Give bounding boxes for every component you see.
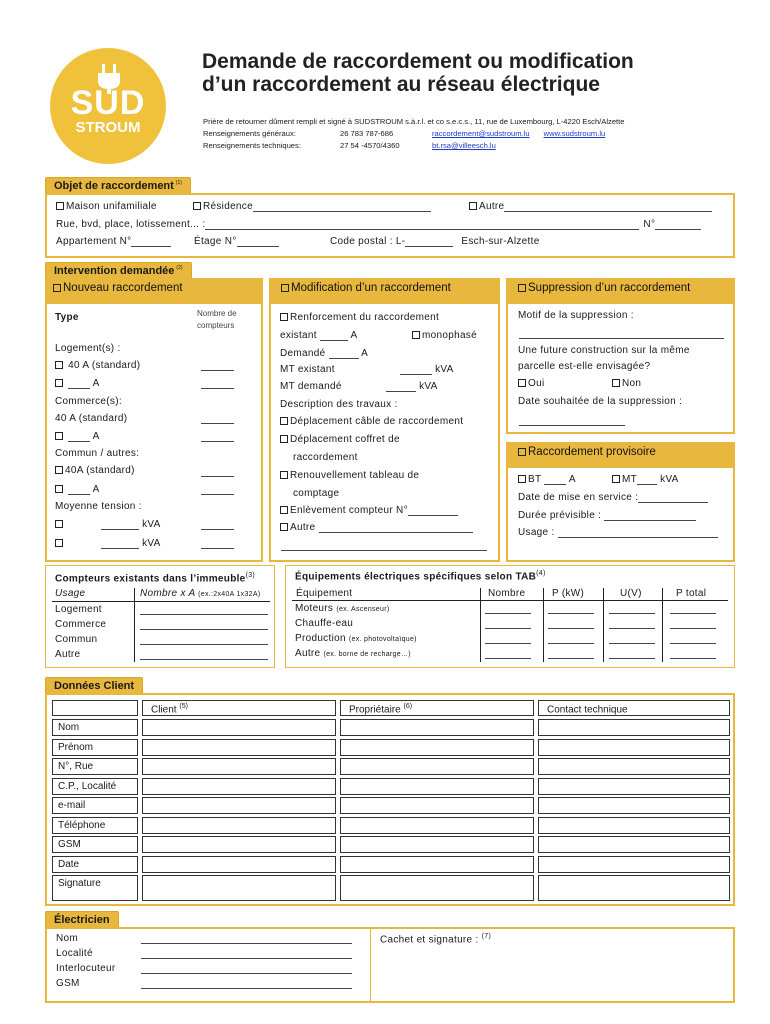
intervention-tab-label: Intervention demandée [54, 265, 175, 277]
equipements-col-header: P total [676, 588, 707, 599]
oui-checkbox[interactable] [518, 378, 544, 389]
enlevement-label: Enlèvement compteur N° [290, 505, 408, 516]
equipements-col-header: P (kW) [552, 588, 585, 599]
client-input-cell[interactable] [538, 778, 730, 795]
equipements-row-input[interactable] [670, 643, 716, 644]
logement-40a-checkbox[interactable] [55, 360, 140, 371]
code-postal-field[interactable] [330, 236, 540, 247]
commerces-label: Commerce(s): [55, 396, 122, 407]
motif-line[interactable] [519, 338, 724, 339]
coffret-checkbox[interactable] [280, 434, 400, 445]
equipements-col-header: U(V) [620, 588, 642, 599]
electricien-row-label: Localité [56, 948, 93, 959]
client-col-label: Propriétaire [349, 704, 401, 716]
demande-a: A [361, 348, 369, 359]
logement-40a-label: 40 A (standard) [68, 360, 141, 371]
moyenne-kva-1-checkbox[interactable] [55, 519, 161, 530]
equipements-row-label [295, 618, 353, 629]
autre-checkbox[interactable] [469, 201, 712, 212]
client-input-cell[interactable] [538, 817, 730, 834]
compteurs-row-input[interactable] [140, 614, 268, 615]
client-input-cell[interactable] [340, 875, 534, 901]
tech-label: Renseignements techniques: [203, 141, 301, 150]
etage-field[interactable] [194, 236, 279, 247]
electricien-row-input[interactable] [141, 943, 352, 944]
mt-demande-kva: kVA [419, 381, 438, 392]
nombre-line-5[interactable] [201, 476, 234, 477]
objet-tab [45, 177, 191, 193]
commun-a-checkbox[interactable] [55, 484, 100, 495]
client-input-cell[interactable] [538, 875, 730, 901]
client-row-label: Téléphone [52, 817, 138, 834]
equipements-row-input[interactable] [609, 613, 655, 614]
electricien-row-input[interactable] [141, 958, 352, 959]
contact-general [203, 129, 605, 138]
nombre-line-3[interactable] [201, 423, 234, 424]
client-input-cell[interactable] [538, 836, 730, 853]
gen-email-link[interactable]: raccordement@sudstroum.lu [432, 129, 530, 138]
equipements-row-input[interactable] [670, 613, 716, 614]
equipements-title-label: Équipements électriques spécifiques selon TAB [295, 571, 537, 583]
no-label: N° [643, 219, 656, 230]
equipements-row-input[interactable] [609, 628, 655, 629]
commun-a-label: A [92, 484, 100, 495]
client-input-cell[interactable] [538, 758, 730, 775]
nombre-line-7[interactable] [201, 529, 234, 530]
provisoire-header[interactable] [506, 442, 735, 468]
compteurs-row-label: Commerce [55, 619, 107, 630]
coffret-label-2: raccordement [293, 452, 358, 463]
electricien-divider [370, 929, 371, 1001]
cachet-sup: (7) [481, 933, 492, 940]
client-input-cell[interactable] [142, 719, 336, 736]
electricien-row-input[interactable] [141, 973, 352, 974]
etage-label: Étage N° [194, 236, 237, 247]
nombre-line-4[interactable] [201, 441, 234, 442]
nombre-line-8[interactable] [201, 548, 234, 549]
intervention-tab [45, 262, 192, 278]
renforcement-checkbox[interactable] [280, 312, 439, 323]
cachet-text: Cachet et signature : [380, 934, 479, 946]
existant-a: A [350, 330, 358, 341]
tech-phone: 27 54 -4570/4360 [340, 141, 400, 150]
client-row-label: C.P., Localité [52, 778, 138, 795]
mono-label: monophasé [422, 330, 477, 341]
compteurs-row-label: Commun [55, 634, 98, 645]
residence-checkbox[interactable] [193, 201, 431, 212]
logements-label: Logement(s) : [55, 343, 121, 354]
rue-label: Rue, bvd, place, lotissement... : [56, 219, 206, 230]
compteurs-row-input[interactable] [140, 629, 268, 630]
demande-field[interactable] [280, 348, 368, 359]
objet-tab-label: Objet de raccordement [54, 180, 174, 192]
client-col-header [142, 700, 336, 716]
equipements-row-input[interactable] [548, 658, 594, 659]
client-row-label: Prénom [52, 739, 138, 756]
client-col-sup: (5) [179, 703, 188, 710]
logement-a-checkbox[interactable] [55, 378, 100, 389]
date-suppression-label: Date souhaitée de la suppression : [518, 396, 683, 407]
oui-label: Oui [528, 378, 545, 389]
mt-existant-kva: kVA [435, 364, 454, 375]
contact-technique [203, 141, 496, 150]
future-label: Une future construction sur la même [518, 345, 690, 356]
modif-autre-line-2[interactable] [281, 550, 487, 551]
client-input-cell[interactable] [142, 856, 336, 873]
mt-label: MT [622, 474, 638, 485]
mise-service-label: Date de mise en service : [518, 492, 639, 503]
commun-label: Commun / autres: [55, 448, 140, 459]
client-row-label: Nom [52, 719, 138, 736]
mise-service-field[interactable] [518, 492, 708, 503]
equipements-row-name: Production [295, 633, 346, 644]
equipements-row-input[interactable] [485, 658, 531, 659]
existant-field[interactable] [280, 330, 357, 341]
residence-label: Résidence [203, 201, 253, 212]
compteurs-title [55, 572, 255, 584]
nouveau-type: Type [55, 312, 79, 323]
usage-label: Usage : [518, 527, 555, 538]
gen-web-link[interactable]: www.sudstroum.lu [543, 129, 606, 138]
duree-label: Durée prévisible : [518, 510, 602, 521]
client-input-cell[interactable] [142, 875, 336, 901]
gen-label: Renseignements généraux: [203, 129, 296, 138]
maison-checkbox[interactable] [56, 201, 157, 212]
moyenne-kva-2-label: kVA [142, 538, 161, 549]
equipements-row-input[interactable] [548, 628, 594, 629]
client-input-cell[interactable] [340, 719, 534, 736]
client-col-header [340, 700, 534, 716]
equipements-row-input[interactable] [670, 658, 716, 659]
logo [50, 48, 166, 164]
mt-checkbox[interactable] [612, 474, 679, 485]
equipements-row-note: (ex. photovoltaïque) [348, 636, 417, 643]
equipements-row-name: Moteurs [295, 603, 334, 614]
autre-label: Autre [479, 201, 505, 212]
gen-phone: 26 783 787-686 [340, 129, 394, 138]
client-row-label: Date [52, 856, 138, 873]
compteurs-row-input[interactable] [140, 659, 268, 660]
electricien-row-label: GSM [56, 978, 80, 989]
title-line-2: d’un raccordement au réseau électrique [202, 73, 600, 96]
equipements-row-name: Chauffe-eau [295, 618, 354, 629]
nouveau-header[interactable] [45, 278, 263, 304]
commun-40a-checkbox[interactable] [55, 465, 135, 476]
client-row-label: N°, Rue [52, 758, 138, 775]
existant-label: existant [280, 330, 317, 341]
client-row-label: Signature [52, 875, 138, 901]
client-input-cell[interactable] [538, 719, 730, 736]
tableau-label-2: comptage [293, 488, 340, 499]
compteurs-usage-header: Usage [55, 588, 86, 599]
bt-checkbox[interactable] [518, 474, 576, 485]
demande-label: Demandé [280, 348, 326, 359]
equipements-row-label [295, 633, 417, 644]
logement-a-label: A [92, 378, 100, 389]
equipements-col-header: Équipement [296, 588, 353, 599]
tech-email-link[interactable]: bt.rsa@villeesch.lu [432, 141, 496, 150]
compteurs-sup: (3) [245, 572, 256, 579]
nouveau-title: Nouveau raccordement [63, 282, 183, 294]
client-col-label: Contact technique [547, 704, 628, 716]
client-input-cell[interactable] [142, 739, 336, 756]
code-postal-label: Code postal : L- [330, 236, 406, 247]
compteurs-title-label: Compteurs existants dans l’immeuble [55, 573, 246, 585]
logo-text-sud: SUD [70, 84, 146, 122]
client-input-cell[interactable] [340, 817, 534, 834]
duree-field[interactable] [518, 510, 696, 521]
client-row-label: e-mail [52, 797, 138, 814]
rue-field[interactable] [56, 219, 701, 230]
commerce-a-label: A [92, 431, 100, 442]
client-tab-label: Données Client [54, 680, 135, 692]
coffret-label: Déplacement coffret de [290, 434, 400, 445]
client-col-sup: (6) [403, 703, 413, 710]
equipements-row-input[interactable] [548, 643, 594, 644]
equipements-row-name: Autre [295, 648, 321, 659]
equipements-header-rule [292, 600, 728, 601]
appartement-field[interactable] [56, 236, 171, 247]
nombre-line-6[interactable] [201, 494, 234, 495]
bt-a: A [568, 474, 576, 485]
client-input-cell[interactable] [142, 817, 336, 834]
non-checkbox[interactable] [612, 378, 641, 389]
client-input-cell[interactable] [340, 836, 534, 853]
moyenne-kva-2-checkbox[interactable] [55, 538, 161, 549]
equipements-row-input[interactable] [485, 628, 531, 629]
client-input-cell[interactable] [142, 758, 336, 775]
compteurs-nombre-ex: (ex.:2x40A 1x32A) [198, 591, 261, 598]
electricien-row-input[interactable] [141, 988, 352, 989]
return-note: Prière de retourner dûment rempli et signé à SUDSTROUM s.à.r.l. et co s.e.c.s., 11, rue de Luxembourg, L-4220 Esch/Alzette [203, 117, 625, 126]
usage-field[interactable] [518, 527, 718, 538]
logo-text-stroum: STROUM [75, 119, 141, 136]
bt-label: BT [528, 474, 542, 485]
client-input-cell[interactable] [340, 758, 534, 775]
tableau-label: Renouvellement tableau de [290, 470, 420, 481]
equipements-row-input[interactable] [548, 613, 594, 614]
equipements-row-label [295, 648, 411, 659]
equipements-row-input[interactable] [609, 658, 655, 659]
equipements-sup: (4) [536, 570, 546, 577]
compteurs-nombre-header [140, 588, 260, 599]
client-input-cell[interactable] [340, 797, 534, 814]
nombre-line-1[interactable] [201, 370, 234, 371]
mono-checkbox[interactable] [412, 330, 477, 341]
ville-label: Esch-sur-Alzette [461, 236, 540, 247]
suppression-header[interactable] [506, 278, 735, 304]
client-input-cell[interactable] [538, 797, 730, 814]
equipements-row-label [295, 603, 389, 614]
cable-label: Déplacement câble de raccordement [290, 416, 464, 427]
equipements-row-note: (ex. borne de recharge…) [323, 651, 411, 658]
suppression-title: Suppression d’un raccordement [528, 282, 691, 294]
mt-demande-field[interactable] [280, 381, 438, 392]
compteurs-row-label: Logement [55, 604, 102, 615]
equipements-row-input[interactable] [670, 628, 716, 629]
client-row-label: GSM [52, 836, 138, 853]
title-line-1: Demande de raccordement ou modification [202, 50, 634, 73]
renforcement-label: Renforcement du raccordement [290, 312, 440, 323]
commerce-40a-label: 40 A (standard) [55, 413, 128, 424]
client-input-cell[interactable] [142, 836, 336, 853]
client-col-header [538, 700, 730, 716]
nouveau-nombre: Nombre de compteurs [197, 309, 237, 330]
client-input-cell[interactable] [142, 778, 336, 795]
mt-kva: kVA [660, 474, 679, 485]
appartement-label: Appartement N° [56, 236, 132, 247]
equipements-row-note: (ex. Ascenseur) [336, 606, 390, 613]
electricien-tab [45, 911, 119, 927]
client-tab [45, 677, 143, 693]
moyenne-label: Moyenne tension : [55, 501, 142, 512]
client-input-cell[interactable] [142, 797, 336, 814]
client-input-cell[interactable] [538, 856, 730, 873]
client-corner-cell [52, 700, 138, 716]
electricien-tab-label: Électricien [54, 914, 110, 926]
mt-demande-label: MT demandé [280, 381, 342, 392]
mt-existant-label: MT existant [280, 364, 335, 375]
client-col-label: Client [151, 704, 177, 716]
electricien-row-label: Interlocuteur [56, 963, 116, 974]
motif-label: Motif de la suppression : [518, 310, 634, 321]
modification-header[interactable] [269, 278, 500, 304]
equipements-title [295, 570, 546, 582]
client-input-cell[interactable] [340, 739, 534, 756]
client-input-cell[interactable] [340, 856, 534, 873]
nombre-line-2[interactable] [201, 388, 234, 389]
parcelle-label: parcelle est-elle envisagée? [518, 361, 651, 372]
equipements-col-header: Nombre [488, 588, 526, 599]
compteurs-header-rule [52, 601, 270, 602]
compteurs-row-input[interactable] [140, 644, 268, 645]
enlevement-checkbox[interactable] [280, 505, 458, 516]
compteurs-row-label: Autre [55, 649, 81, 660]
provisoire-title: Raccordement provisoire [528, 446, 656, 458]
compteurs-col-rule [134, 588, 135, 662]
mt-existant-field[interactable] [280, 364, 454, 375]
compteurs-nombre-label: Nombre x A [140, 588, 196, 599]
date-suppression-line[interactable] [519, 425, 625, 426]
tableau-checkbox[interactable] [280, 470, 419, 481]
equipements-row-input[interactable] [485, 643, 531, 644]
equipements-row-input[interactable] [609, 643, 655, 644]
modification-title: Modification d’un raccordement [291, 282, 451, 294]
cachet-label[interactable] [380, 933, 491, 945]
modif-autre-label: Autre [290, 522, 316, 533]
moyenne-kva-1-label: kVA [142, 519, 161, 530]
electricien-row-label: Nom [56, 933, 79, 944]
equipements-row-input[interactable] [485, 613, 531, 614]
non-label: Non [622, 378, 642, 389]
intervention-tab-sup: (2) [176, 265, 183, 271]
modif-autre-checkbox[interactable] [280, 522, 473, 533]
commun-40a-label: 40A (standard) [65, 465, 135, 476]
client-input-cell[interactable] [538, 739, 730, 756]
page-title [202, 50, 634, 96]
client-input-cell[interactable] [340, 778, 534, 795]
description-label: Description des travaux : [280, 399, 398, 410]
commerce-a-checkbox[interactable] [55, 431, 100, 442]
cable-checkbox[interactable] [280, 416, 463, 427]
objet-tab-sup: (1) [175, 180, 182, 186]
maison-label: Maison unifamiliale [66, 201, 157, 212]
